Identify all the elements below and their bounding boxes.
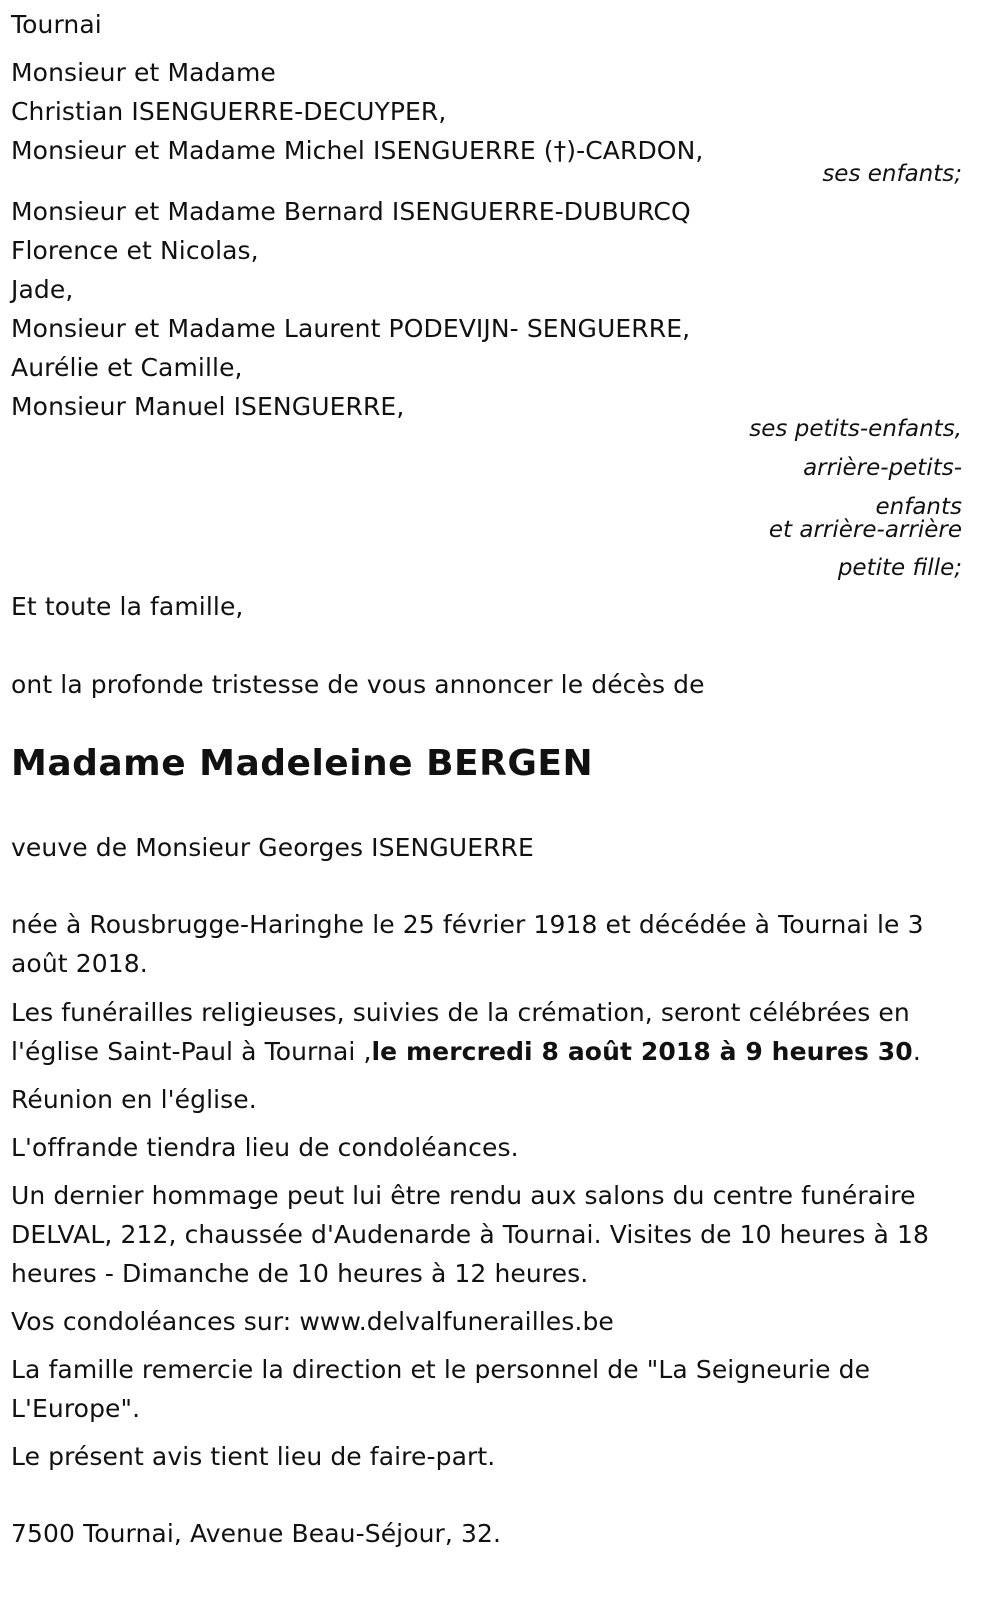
birth-death-paragraph: née à Rousbrugge-Haringhe le 25 février 1918 et décédée à Tournai le 3 août 2018. bbox=[11, 910, 924, 978]
location-heading: Tournai bbox=[11, 10, 102, 39]
offering-line: L'offrande tiendra lieu de condoléances. bbox=[11, 1133, 519, 1162]
meeting-line: Réunion en l'église. bbox=[11, 1085, 257, 1114]
funeral-paragraph bbox=[11, 993, 951, 1071]
deceased-name: Madame Madeleine BERGEN bbox=[11, 743, 594, 784]
great-grandchildren-role-b: enfants bbox=[875, 494, 962, 520]
grandchildren-line-4: Monsieur et Madame Laurent PODEVIJN- SENGUERRE, bbox=[11, 314, 691, 343]
grandchildren-line-3: Jade, bbox=[11, 275, 74, 304]
great-great-grandchild-role-a: et arrière-arrière bbox=[768, 517, 962, 543]
children-line-1: Monsieur et Madame bbox=[11, 58, 276, 87]
children-line-3: Monsieur et Madame Michel ISENGUERRE (†)-CARDON, bbox=[11, 136, 704, 165]
announcement-line: ont la profonde tristesse de vous annoncer le décès de bbox=[11, 670, 705, 699]
funeral-date: le mercredi 8 août 2018 à 9 heures 30 bbox=[371, 1037, 913, 1066]
grandchildren-line-6: Monsieur Manuel ISENGUERRE, bbox=[11, 392, 405, 421]
notice-line: Le présent avis tient lieu de faire-part. bbox=[11, 1442, 496, 1471]
grandchildren-line-2: Florence et Nicolas, bbox=[11, 236, 259, 265]
funeral-text: Les funérailles religieuses, suivies de la crémation, seront célébrées en l'église Saint-Paul à Tournai , bbox=[11, 998, 910, 1066]
thanks-paragraph: La famille remercie la direction et le personnel de "La Seigneurie de L'Europe". bbox=[11, 1355, 871, 1423]
whole-family-line: Et toute la famille, bbox=[11, 592, 244, 621]
great-grandchildren-role-a: arrière-petits- bbox=[803, 455, 962, 481]
grandchildren-role: ses petits-enfants, bbox=[749, 416, 962, 442]
great-great-grandchild-role-b: petite fille; bbox=[837, 555, 962, 581]
grandchildren-line-1: Monsieur et Madame Bernard ISENGUERRE-DUBURCQ bbox=[11, 197, 691, 226]
grandchildren-line-5: Aurélie et Camille, bbox=[11, 353, 243, 382]
funeral-end: . bbox=[912, 1037, 921, 1066]
address-line: 7500 Tournai, Avenue Beau-Séjour, 32. bbox=[11, 1519, 502, 1548]
condolences-line: Vos condoléances sur: www.delvalfunerailles.be bbox=[11, 1307, 614, 1336]
children-role: ses enfants; bbox=[822, 161, 962, 187]
tribute-paragraph: Un dernier hommage peut lui être rendu aux salons du centre funéraire DELVAL, 212, chaussée d'Audenarde à Tournai. Visites de 10 heures à 18 heures - Dimanche de 10 heures à 12 heures. bbox=[11, 1181, 929, 1288]
widow-of-line: veuve de Monsieur Georges ISENGUERRE bbox=[11, 833, 534, 862]
children-line-2: Christian ISENGUERRE-DECUYPER, bbox=[11, 97, 447, 126]
